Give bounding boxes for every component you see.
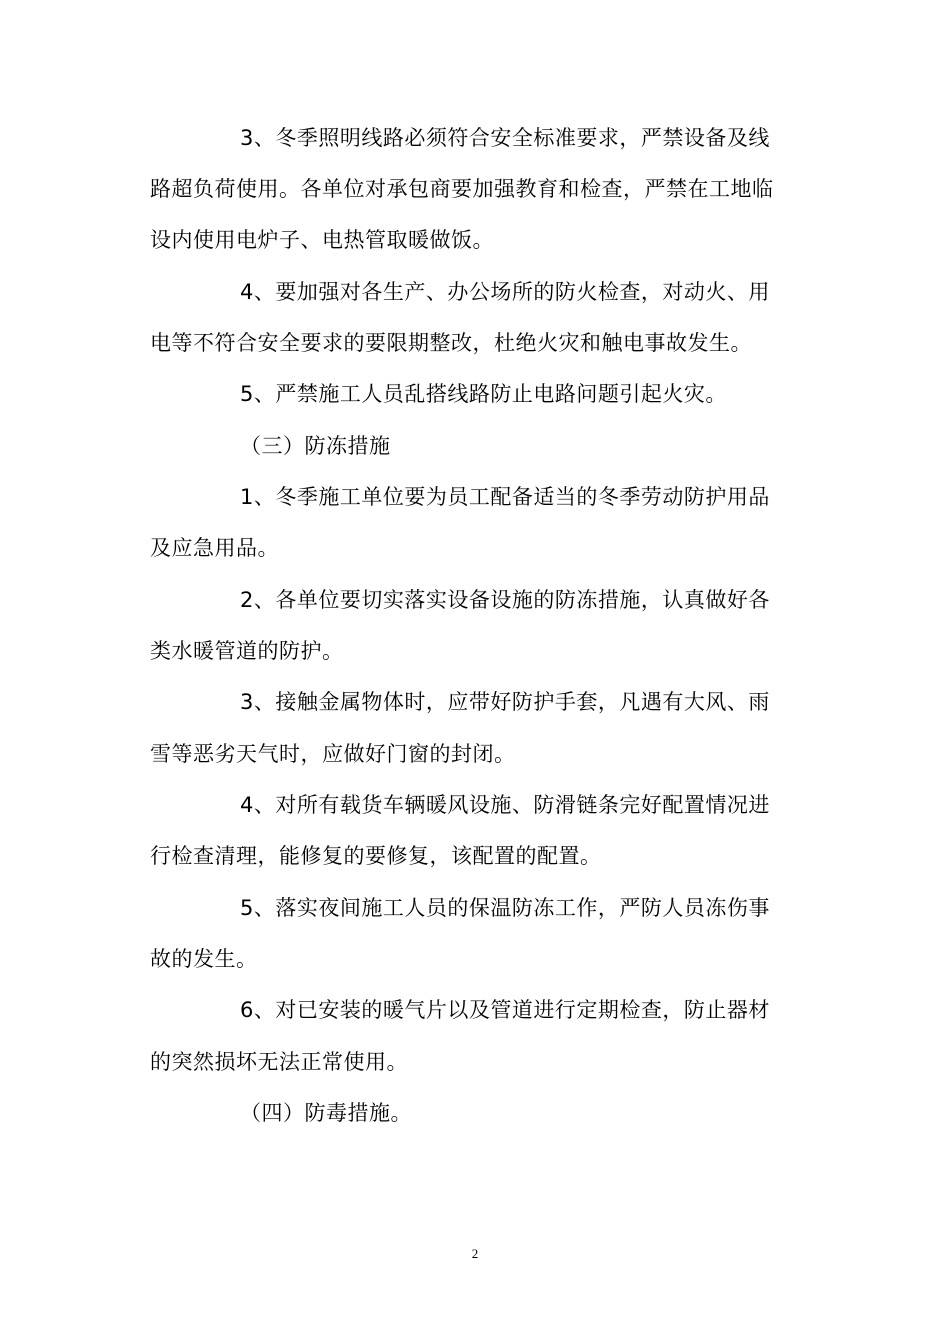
paragraph-line: 类水暖管道的防护。 — [150, 639, 344, 663]
section-heading: （三）防冻措施 — [240, 434, 391, 458]
page-number: 2 — [471, 1246, 479, 1261]
paragraph-line: 路超负荷使用。各单位对承包商要加强教育和检查，严禁在工地临 — [150, 177, 774, 201]
paragraph-line: 行检查清理，能修复的要修复，该配置的配置。 — [150, 844, 602, 868]
paragraph-line: 的突然损坏无法正常使用。 — [150, 1050, 408, 1074]
paragraph-line: 及应急用品。 — [150, 536, 279, 560]
paragraph-line: 设内使用电炉子、电热管取暖做饭。 — [150, 228, 494, 252]
paragraph-line: 5、落实夜间施工人员的保温防冻工作，严防人员冻伤事 — [240, 896, 770, 920]
paragraph-line: 3、冬季照明线路必须符合安全标准要求，严禁设备及线 — [240, 126, 770, 150]
paragraph-line: 电等不符合安全要求的要限期整改，杜绝火灾和触电事故发生。 — [150, 331, 752, 355]
paragraph-line: 4、要加强对各生产、办公场所的防火检查，对动火、用 — [240, 280, 770, 304]
paragraph-line: 故的发生。 — [150, 947, 258, 971]
paragraph-line: 1、冬季施工单位要为员工配备适当的冬季劳动防护用品 — [240, 485, 770, 509]
section-heading: （四）防毒措施。 — [240, 1101, 412, 1125]
paragraph-line: 5、严禁施工人员乱搭线路防止电路问题引起火灾。 — [240, 382, 727, 406]
paragraph-line: 2、各单位要切实落实设备设施的防冻措施，认真做好各 — [240, 588, 770, 612]
paragraph-line: 6、对已安装的暖气片以及管道进行定期检查，防止器材 — [240, 998, 770, 1022]
paragraph-line: 3、接触金属物体时，应带好防护手套，凡遇有大风、雨 — [240, 690, 770, 714]
paragraph-line: 雪等恶劣天气时，应做好门窗的封闭。 — [150, 742, 516, 766]
paragraph-line: 4、对所有载货车辆暖风设施、防滑链条完好配置情况进 — [240, 793, 770, 817]
